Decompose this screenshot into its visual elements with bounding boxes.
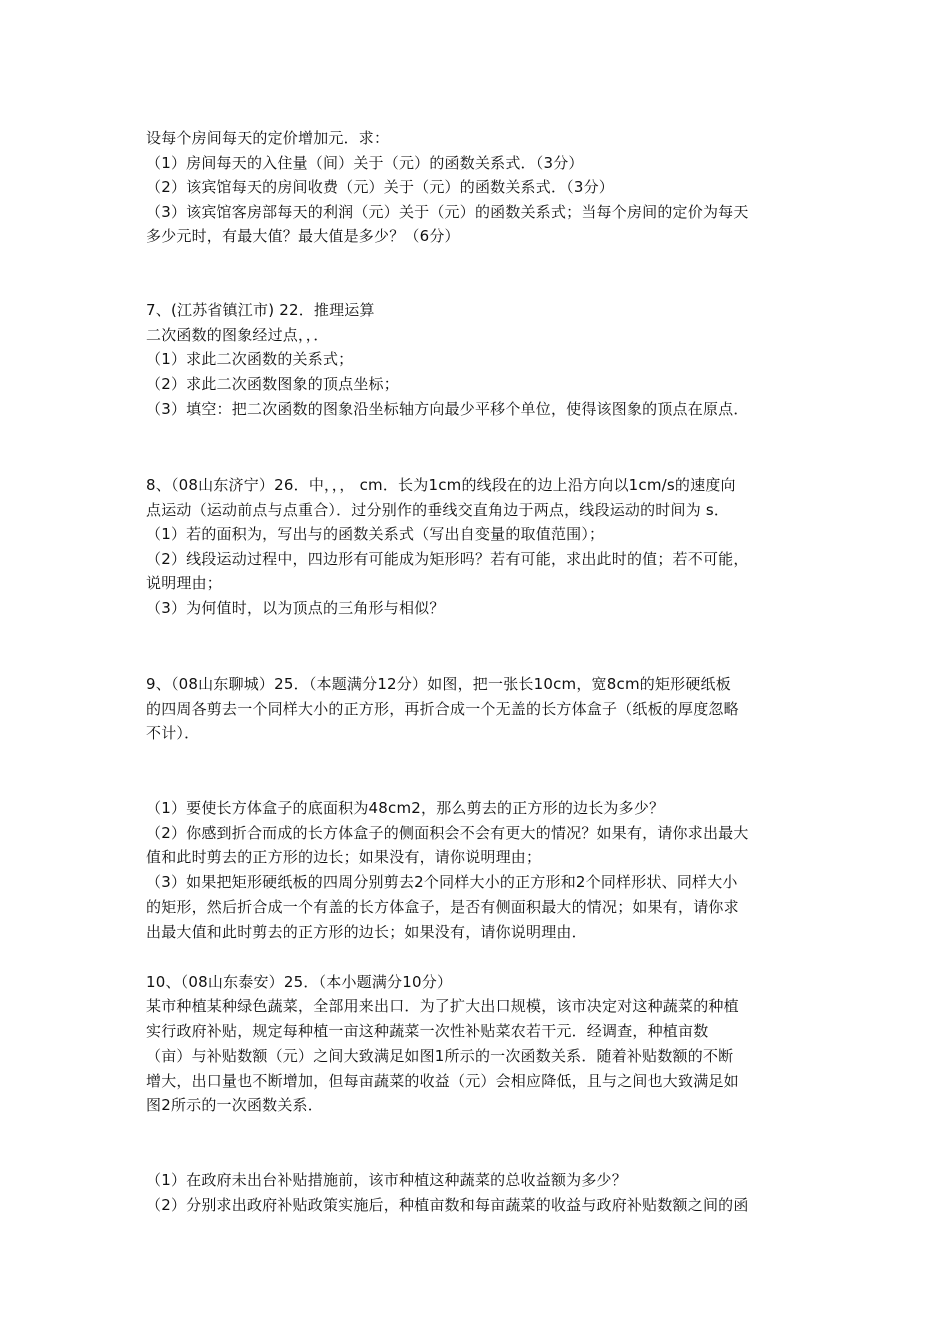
problem-10-line-2: 实行政府补贴，规定每种植一亩这种蔬菜一次性补贴菜农若干元．经调查，种植亩数 (146, 1022, 709, 1040)
problem-10-line-4: 增大，出口量也不断增加，但每亩蔬菜的收益（元）会相应降低，且与之间也大致满足如 (146, 1072, 739, 1090)
problem-10-line-1: 某市种植某种绿色蔬菜，全部用来出口．为了扩大出口规模，该市决定对这种蔬菜的种植 (146, 997, 739, 1015)
problem-9-question-3-line-3: 出最大值和此时剪去的正方形的边长；如果没有，请你说明理由． (146, 923, 587, 941)
problem-7-question-2: （2）求此二次函数图象的顶点坐标； (146, 375, 399, 393)
problem-7-question-3: （3）填空：把二次函数的图象沿坐标轴方向最少平移个单位，使得该图象的顶点在原点． (146, 400, 749, 418)
section-6-question-3-line-1: （3）该宾馆客房部每天的利润（元）关于（元）的函数关系式；当每个房间的定价为每天 (146, 203, 749, 221)
problem-7-stem: 二次函数的图象经过点，，． (146, 326, 329, 344)
section-6-question-2: （2）该宾馆每天的房间收费（元）关于（元）的函数关系式．（3分） (146, 178, 614, 196)
problem-10-line-5: 图2所示的一次函数关系． (146, 1096, 323, 1114)
problem-7-header: 7、(江苏省镇江市) 22．推理运算 (146, 301, 375, 319)
problem-9-question-3-line-2: 的矩形，然后折合成一个有盖的长方体盒子，是否有侧面积最大的情况；如果有，请你求 (146, 898, 739, 916)
problem-8-question-2-line-1: （2）线段运动过程中，四边形有可能成为矩形吗？若有可能，求出此时的值；若不可能， (146, 550, 749, 568)
section-6-question-3-line-2: 多少元时，有最大值？最大值是多少？（6分） (146, 227, 460, 245)
problem-7-question-1: （1）求此二次函数的关系式； (146, 350, 354, 368)
problem-8-line-1: 8、（08山东济宁）26．中，，， cm．长为1cm的线段在的边上沿方向以1cm/s的速度向 (146, 476, 736, 494)
problem-9-question-1: （1）要使长方体盒子的底面积为48cm2，那么剪去的正方形的边长为多少？ (146, 799, 665, 817)
section-6-intro: 设每个房间每天的定价增加元．求： (146, 129, 390, 147)
problem-9-line-1: 9、（08山东聊城）25．（本题满分12分）如图，把一张长10cm，宽8cm的矩形硬纸板 (146, 675, 731, 693)
problem-8-question-3: （3）为何值时，以为顶点的三角形与相似？ (146, 599, 445, 617)
problem-8-line-2: 点运动（运动前点与点重合）．过分别作的垂线交直角边于两点，线段运动的时间为 s． (146, 501, 730, 519)
problem-9-line-2: 的四周各剪去一个同样大小的正方形，再折合成一个无盖的长方体盒子（纸板的厚度忽略 (146, 700, 739, 718)
problem-10-question-1: （1）在政府未出台补贴措施前，该市种植这种蔬菜的总收益额为多少？ (146, 1171, 627, 1189)
problem-10-header: 10、（08山东泰安）25．（本小题满分10分） (146, 973, 453, 991)
problem-10-question-2-line-1: （2）分别求出政府补贴政策实施后，种植亩数和每亩蔬菜的收益与政府补贴数额之间的函 (146, 1196, 749, 1214)
problem-9-line-3: 不计）． (146, 724, 200, 742)
problem-8-question-2-line-2: 说明理由； (146, 574, 223, 592)
section-6-question-1: （1）房间每天的入住量（间）关于（元）的函数关系式．（3分） (146, 154, 584, 172)
problem-8-question-1: （1）若的面积为，写出与的函数关系式（写出自变量的取值范围）； (146, 525, 605, 543)
problem-9-question-3-line-1: （3）如果把矩形硬纸板的四周分别剪去2个同样大小的正方形和2个同样形状、同样大小 (146, 873, 738, 891)
problem-10-line-3: （亩）与补贴数额（元）之间大致满足如图1所示的一次函数关系．随着补贴数额的不断 (146, 1047, 734, 1065)
problem-9-question-2-line-1: （2）你感到折合而成的长方体盒子的侧面积会不会有更大的情况？如果有，请你求出最大 (146, 824, 749, 842)
problem-9-question-2-line-2: 值和此时剪去的正方形的边长；如果没有，请你说明理由； (146, 848, 542, 866)
